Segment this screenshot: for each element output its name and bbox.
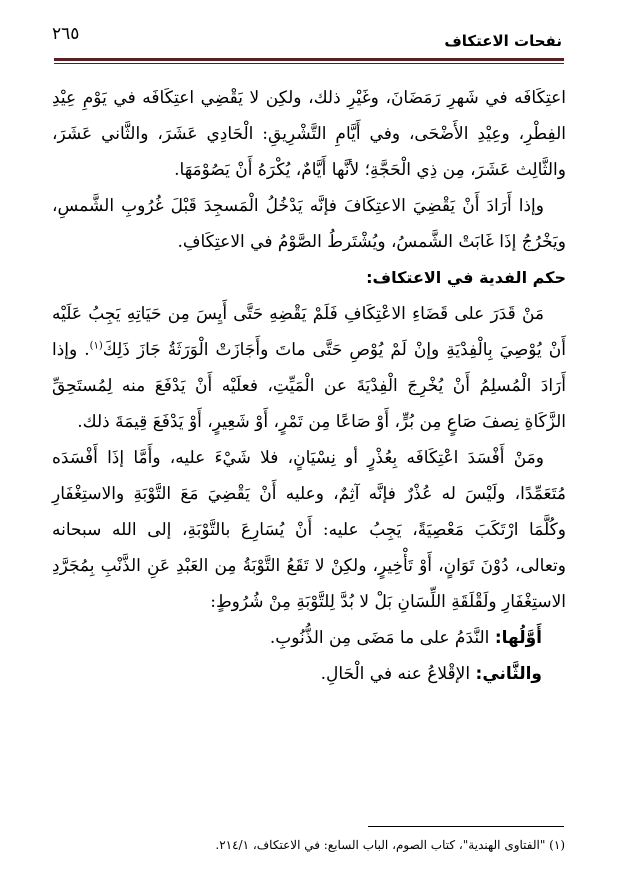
list-item-second-label: والثَّاني:: [475, 664, 542, 684]
paragraph-1: اعتِكَافَه في شَهرِ رَمَضَانَ، وغَيْرِ ذلك، ولكِن لا يَقْضِي اعتِكَافَه في يَوْمِ عِيْدِ الفِطْرِ، وعِيْدِ الأَضْحَى، وفي أَيَّامِ التَّشْرِيقِ: الْحَادِي عَشَرَ، والثَّاني عَشَرَ، والثَّالِث عَشَرَ، مِن ذِي الْحَجَّةِ؛ لأنَّها أَيَّامٌ، يُكْرَهُ أَنْ يَصُوْمَهَا.: [52, 88, 566, 180]
list-item-first-text: النَّدَمُ على ما مَضَى مِن الذُّنُوبِ.: [269, 628, 495, 648]
footnote-marker: (١): [89, 340, 103, 352]
paragraph-3-part-a: مَنْ قَدَرَ على قَضَاءِ الاعْتِكَافِ فَلَمْ يَقْضِهِ حَتَّى أَيِسَ مِن حَيَاتِهِ يَجِبُ عَلَيْه أَنْ يُوْصِيَ بِالْفِدْيَةِ وإنْ لَمْ يُوْصِ حَتَّى ماتَ وأَجَازَتْ الْوَرَثَةُ جَازَ ذَلِكَ: [52, 304, 566, 360]
paragraph-2: وإذا أَرَادَ أَنْ يَقْضِيَ الاعتِكَافَ فإنَّه يَدْخُلُ الْمَسجِدَ قَبْلَ غُرُوبِ الشَّمسِ، ويَخْرُجُ إذَا غَابَتْ الشَّمسُ، ويُشْتَرطُ الصَّوْمُ في الاعتِكَافِ.: [52, 196, 566, 252]
list-item-second: [52, 656, 566, 692]
list-item-first: [52, 620, 566, 656]
body-text: [52, 80, 566, 692]
footnote-rule: [368, 826, 564, 827]
section-heading: حكم الفدية في الاعتكاف:: [366, 268, 566, 287]
page-number: ٢٦٥: [52, 24, 80, 44]
header-rule-thick: [54, 58, 564, 61]
paragraph-3: [52, 296, 566, 440]
footnote: (١) "الفتاوى الهندية"، كتاب الصوم، الباب السابع: في الاعتكاف، ٢١٤/١.: [215, 838, 565, 852]
header-rule-thin: [54, 63, 564, 64]
paragraph-4: ومَنْ أَفْسَدَ اعْتِكَافَه بِعُذْرٍ أو نِسْيَانٍ، فلا شَيْءَ عليه، وأَمَّا إذَا أَفْسَدَه مُتَعَمِّدًا، ولَيْسَ له عُذْرٌ فإنَّه آثِمٌ، وعليه أَنْ يَقْضِيَ مَعَ التَّوْبَةِ والاستِغْفَارِ وكُلَّمَا ارْتَكَبَ مَعْصِيَةً، يَجِبُ عليه: أَنْ يُسَارِعَ بالتَّوْبَةِ، إلى الله سبحانه وتعالى، دُوْنَ تَوَانٍ، أَوْ تَأْخِيرٍ، ولكِنْ لا تَقَعُ التَّوْبَةُ مِن العَبْدِ عَنِ الذَّنْبِ بِمُجَرَّدِ الاستِغْفَارِ ولَقْلَقَةِ اللِّسَانِ بَلْ لا بُدَّ لِلتَّوْبَةِ مِنْ شُرُوطٍ:: [52, 448, 566, 612]
list-item-second-text: الإقْلاعُ عنه في الْحَالِ.: [320, 664, 476, 684]
list-item-first-label: أَوَّلُها:: [494, 628, 542, 648]
running-header-title: نفحات الاعتكاف: [444, 32, 562, 50]
paragraph-3-part-b: . وإذا أَرَادَ الْمُسلِمُ أَنْ يُخْرِجَ الْفِدْيَةَ عن الْمَيِّتِ، فعلَيْه أَنْ يَدْفَعَ منه لِمُستَحِقِّ الزَّكَاةِ نِصفَ صَاعٍ مِن بُرٍّ، أَوْ صَاعًا مِن تَمْرٍ، أَوْ شَعِيرٍ، أَوْ يَدْفَعَ قِيمَةَ ذلك.: [52, 340, 566, 432]
